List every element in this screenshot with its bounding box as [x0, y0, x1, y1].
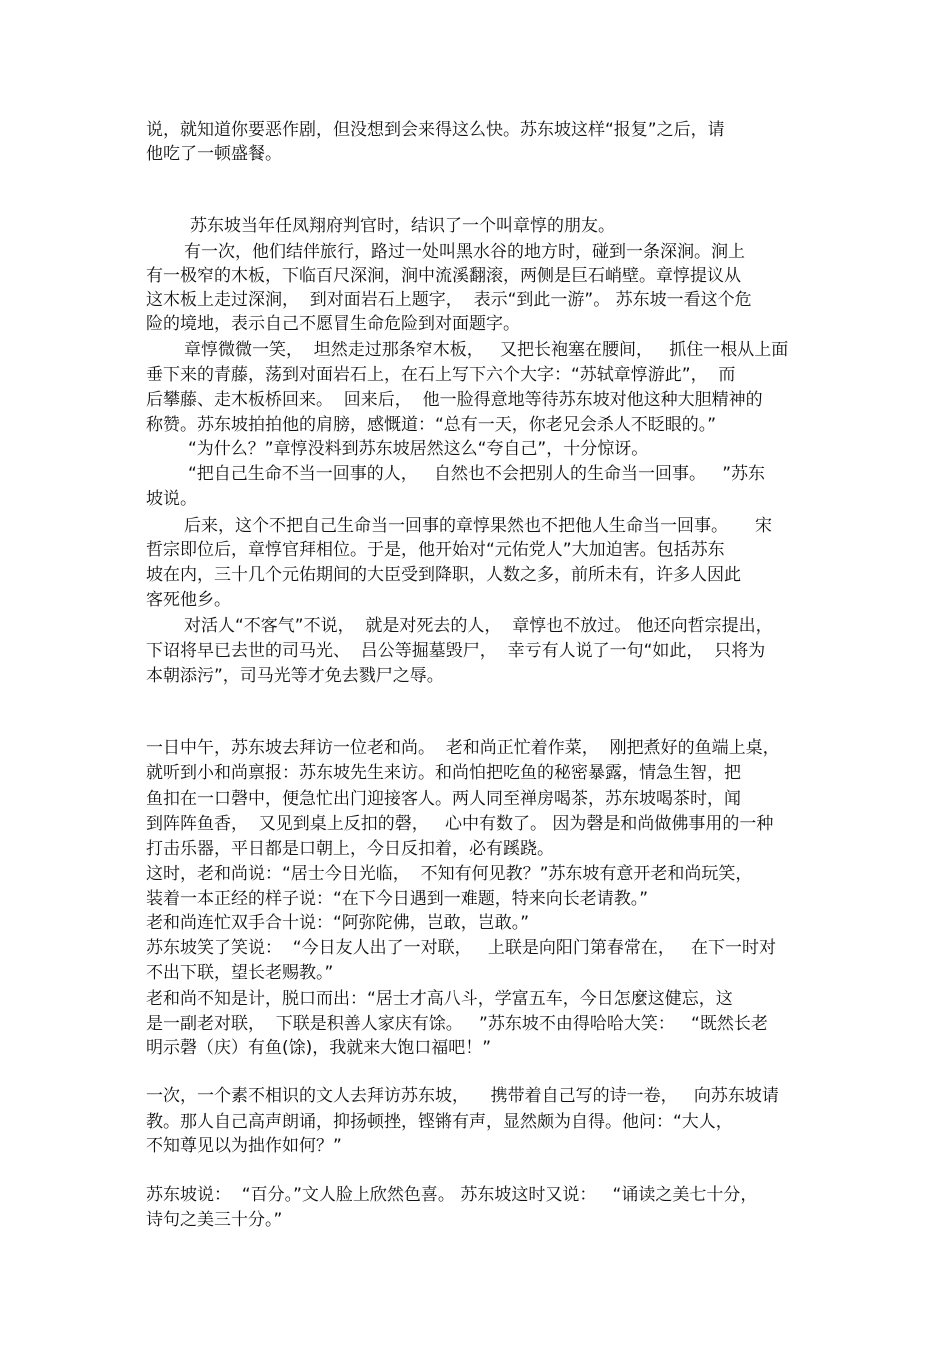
text-line: 这时，老和尚说：“居士今日光临， 不知有何见教？”苏东坡有意开老和尚玩笑，	[146, 864, 753, 884]
text-line: 后攀藤、走木板桥回来。 回来后， 他一脸得意地等待苏东坡对他这种大胆精神的	[146, 390, 763, 410]
text-line: 说，就知道你要恶作剧，但没想到会来得这么快。苏东坡这样“报复”之后，请	[146, 120, 725, 140]
text-line: 装着一本正经的样子说：“在下今日遇到一难题，特来向长老请教。”	[146, 889, 649, 909]
text-line: 是一副老对联， 下联是积善人家庆有馀。 ”苏东坡不由得哈哈大笑： “既然长老	[146, 1014, 768, 1034]
text-line: 哲宗即位后，章惇官拜相位。于是，他开始对“元佑党人”大加迫害。包括苏东	[146, 540, 725, 560]
text-line: 不知尊见以为拙作如何？”	[146, 1136, 342, 1156]
text-line: 诗句之美三十分。”	[146, 1210, 283, 1230]
text-line: 称赞。苏东坡拍拍他的肩膀，感慨道：“总有一天，你老兄会杀人不眨眼的。”	[146, 415, 717, 435]
text-line: 坡在内，三十几个元佑期间的大臣受到降职，人数之多，前所未有，许多人因此	[146, 565, 741, 585]
text-line: “把自己生命不当一回事的人， 自然也不会把别人的生命当一回事。 ”苏东	[188, 464, 766, 484]
text-line: 章惇微微一笑， 坦然走过那条窄木板， 又把长袍塞在腰间， 抓住一根从上面	[184, 340, 789, 360]
text-line: “为什么？”章惇没料到苏东坡居然这么“夸自己”，十分惊讶。	[188, 439, 649, 459]
text-line: 后来，这个不把自己生命当一回事的章惇果然也不把他人生命当一回事。 宋	[184, 516, 773, 536]
text-line: 苏东坡说： “百分。”文人脸上欣然色喜。 苏东坡这时又说： “诵读之美七十分，	[146, 1185, 758, 1205]
text-line: 他吃了一顿盛餐。	[146, 144, 282, 164]
text-line: 本朝添污”，司马光等才免去戮尸之辱。	[146, 666, 444, 686]
text-line: 明示磬（庆）有鱼(馀)，我就来大饱口福吧！”	[146, 1038, 492, 1058]
text-line: 一次，一个素不相识的文人去拜访苏东坡， 携带着自己写的诗一卷， 向苏东坡请	[146, 1086, 779, 1106]
text-line: 一日中午，苏东坡去拜访一位老和尚。 老和尚正忙着作菜， 刚把煮好的鱼端上桌，	[146, 738, 780, 758]
text-line: 老和尚不知是计，脱口而出：“居士才高八斗，学富五车，今日怎麼这健忘，这	[146, 989, 733, 1009]
text-line: 对活人“不客气”不说， 就是对死去的人， 章惇也不放过。 他还向哲宗提出，	[184, 616, 773, 636]
text-line: 险的境地，表示自己不愿冒生命危险到对面题字。	[146, 314, 520, 334]
text-line: 鱼扣在一口磬中，便急忙出门迎接客人。两人同至禅房喝茶，苏东坡喝茶时，闻	[146, 789, 741, 809]
text-line: 苏东坡当年任凤翔府判官时，结识了一个叫章惇的朋友。	[190, 216, 615, 236]
text-line: 教。那人自己高声朗诵，抑扬顿挫，铿锵有声，显然颇为自得。他问：“大人，	[146, 1112, 733, 1132]
text-line: 有一次，他们结伴旅行，路过一处叫黑水谷的地方时，碰到一条深涧。涧上	[184, 242, 745, 262]
text-line: 就听到小和尚禀报：苏东坡先生来访。和尚怕把吃鱼的秘密暴露，情急生智，把	[146, 763, 741, 783]
text-line: 不出下联，望长老赐教。”	[146, 963, 334, 983]
text-line: 垂下来的青藤，荡到对面岩石上，在石上写下六个大字：“苏轼章惇游此”， 而	[146, 365, 736, 385]
text-line: 客死他乡。	[146, 590, 231, 610]
text-line: 老和尚连忙双手合十说：“阿弥陀佛，岂敢，岂敢。”	[146, 913, 530, 933]
text-line: 下诏将早已去世的司马光、 吕公等掘墓毁尸， 幸亏有人说了一句“如此， 只将为	[146, 641, 766, 661]
text-line: 苏东坡笑了笑说： “今日友人出了一对联， 上联是向阳门第春常在， 在下一时对	[146, 938, 777, 958]
text-line: 到阵阵鱼香， 又见到桌上反扣的磬， 心中有数了。 因为磬是和尚做佛事用的一种	[146, 814, 774, 834]
text-line: 坡说。	[146, 489, 197, 509]
text-line: 有一极窄的木板，下临百尺深涧，涧中流溪翻滚，两侧是巨石峭壁。章惇提议从	[146, 266, 741, 286]
text-line: 这木板上走过深涧， 到对面岩石上题字， 表示“到此一游”。 苏东坡一看这个危	[146, 290, 752, 310]
text-line: 打击乐器，平日都是口朝上，今日反扣着，必有蹊跷。	[146, 839, 554, 859]
